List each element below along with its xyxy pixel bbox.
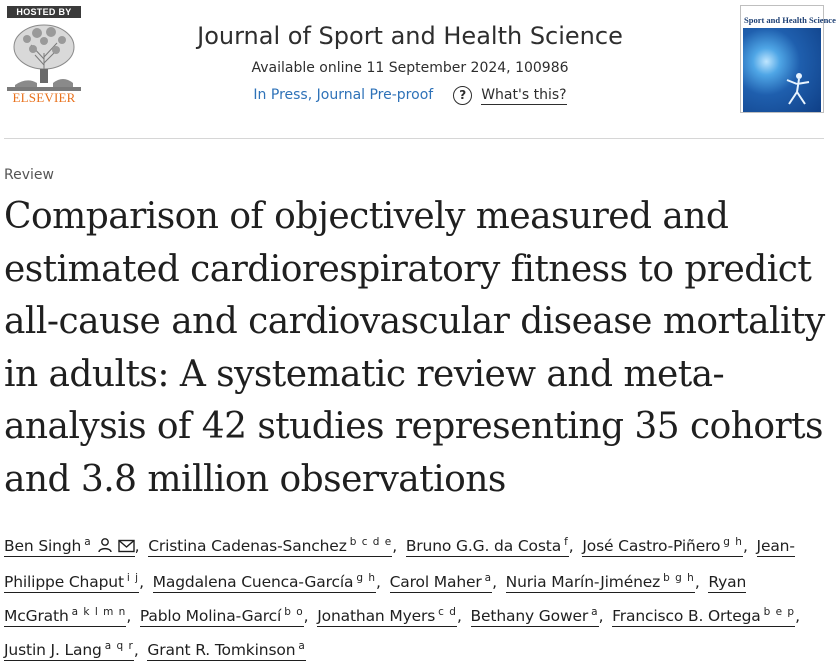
affiliation-marker[interactable]: b e p (763, 606, 796, 618)
journal-info (150, 20, 670, 105)
author-separator: , (134, 537, 140, 555)
author-link[interactable] (153, 573, 376, 593)
affiliation-marker[interactable]: b o (284, 606, 304, 618)
author-separator: , (303, 607, 309, 625)
header-divider (4, 138, 824, 139)
author-link[interactable] (582, 537, 743, 557)
author-separator: , (795, 607, 800, 625)
affiliation-marker[interactable]: i j (126, 572, 140, 584)
author-name[interactable]: Pablo Molina-Garcí $^{b o}$ (139, 606, 304, 625)
author-name[interactable]: Magdalena Cuenca-García $^{g h}$ (152, 572, 377, 591)
author-separator: , (456, 607, 462, 625)
author-separator: , (568, 537, 574, 555)
author-name[interactable]: Grant R. Tomkinson $^a$ (147, 640, 306, 659)
author-link[interactable] (4, 537, 135, 557)
author-name[interactable]: Jonathan Myers $^{c d}$ (317, 606, 457, 625)
author-link[interactable] (148, 537, 392, 557)
article-type-label: Review (4, 167, 54, 183)
author-name[interactable]: Justin J. Lang $^{a q r}$ (4, 640, 134, 659)
affiliation-marker[interactable]: a k l m n (71, 606, 127, 618)
author-link[interactable] (506, 573, 695, 593)
author-link[interactable] (612, 607, 795, 627)
author-link[interactable] (4, 641, 134, 661)
affiliation-marker[interactable]: b g h (663, 572, 695, 584)
affiliation-marker[interactable]: a q r (104, 640, 134, 652)
author-name[interactable]: José Castro-Piñero $^{g h}$ (582, 536, 743, 555)
elsevier-logo[interactable] (5, 6, 81, 104)
person-icon[interactable] (97, 533, 113, 563)
author-name[interactable]: Cristina Cadenas-Sanchez $^{b c d e}$ (148, 536, 393, 555)
in-press-link[interactable]: In Press, Journal Pre-proof (253, 87, 434, 103)
help-question-icon[interactable]: ? (453, 86, 472, 105)
author-name[interactable]: Bethany Gower $^a$ (470, 606, 599, 625)
author-name[interactable]: Carol Maher $^a$ (389, 572, 493, 591)
affiliation-marker[interactable]: g h (356, 572, 377, 584)
author-separator: , (392, 537, 398, 555)
cover-artwork (743, 28, 821, 112)
author-separator: , (133, 641, 139, 659)
author-link[interactable] (390, 573, 492, 593)
author-name[interactable]: Ben Singh $^a$ (4, 537, 135, 557)
author-separator: , (742, 537, 748, 555)
author-separator: , (126, 607, 132, 625)
author-name[interactable]: Francisco B. Ortega $^{b e p}$ (612, 606, 796, 625)
author-separator: , (492, 573, 497, 591)
elsevier-tree-icon (7, 19, 81, 91)
author-separator: , (376, 573, 381, 591)
tai-chi-figure-icon (779, 70, 815, 110)
affiliation-marker[interactable]: a (484, 572, 493, 584)
affiliation-marker[interactable]: b c d e (349, 536, 393, 548)
author-name[interactable]: Jean-Philippe Chaput $^{i j}$ (4, 537, 795, 591)
journal-title-link[interactable]: Journal of Sport and Health Science (197, 22, 623, 50)
affiliation-marker[interactable]: a (298, 640, 306, 652)
author-link[interactable] (147, 641, 305, 661)
affiliation-marker[interactable]: c d (438, 606, 457, 618)
whats-this-link[interactable]: What's this? (481, 86, 567, 103)
author-name[interactable]: Bruno G.G. da Costa $^f$ (405, 536, 569, 555)
affiliation-marker[interactable]: g h (723, 536, 743, 548)
author-separator: , (694, 573, 700, 591)
author-separator: , (598, 607, 604, 625)
affiliation-marker[interactable]: a (84, 536, 92, 548)
author-name[interactable]: Ryan McGrath $^{a k l m n}$ (4, 573, 747, 625)
author-link[interactable] (406, 537, 569, 557)
author-list (4, 527, 826, 665)
author-link[interactable] (317, 607, 457, 627)
affiliation-marker[interactable]: a (591, 606, 599, 618)
author-link[interactable] (471, 607, 599, 627)
author-link[interactable] (140, 607, 304, 627)
article-title: Comparison of objectively measured and estimated cardiorespiratory fitness to predict all-cause and cardiovascular disease mortality in adults: A systematic review and meta-analysis of 42 studies representing 35 cohorts and 3.8 million observations (4, 196, 825, 500)
article-status-row (150, 85, 670, 105)
article-header (0, 0, 836, 138)
author-name[interactable]: Nuria Marín-Jiménez $^{b g h}$ (505, 572, 695, 591)
author-separator: , (139, 573, 144, 591)
affiliation-marker[interactable]: f (564, 536, 569, 548)
elsevier-wordmark: ELSEVIER (12, 90, 76, 105)
hosted-by-label: HOSTED BY (7, 6, 81, 18)
available-online-text: Available online 11 September 2024, 100986 (251, 60, 569, 76)
envelope-icon[interactable] (118, 533, 135, 563)
cover-title: Sport and Health Science (744, 15, 836, 25)
journal-cover-image[interactable] (740, 5, 836, 113)
